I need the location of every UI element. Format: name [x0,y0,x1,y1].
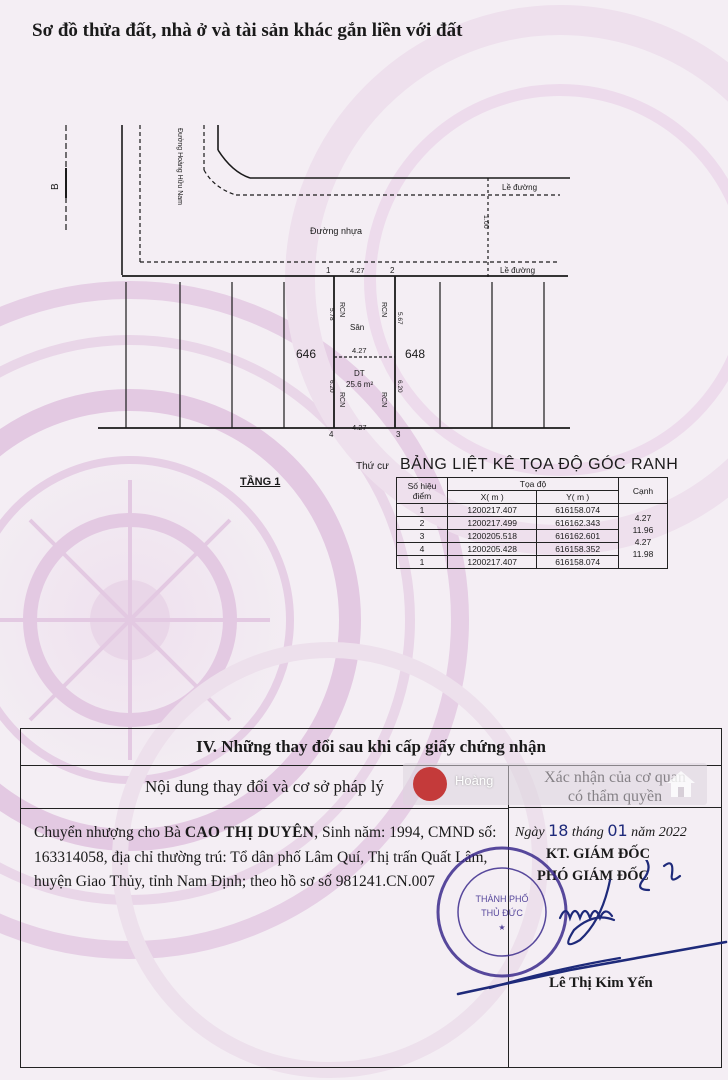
edge-value: 4.27 [634,513,652,523]
point-4-label: 4 [329,430,334,439]
edge-left-lower-length: 6.20 [328,380,335,393]
transfer-text-prefix: Chuyển nhượng cho Bà [34,824,185,841]
edge-value: 4.27 [634,537,652,547]
cell-x: 1200205.428 [448,543,537,556]
edge-left-upper-length: 5.78 [328,308,335,321]
date-prefix: Ngày [515,825,545,840]
date-day: 18 [548,821,569,840]
cell-y: 616158.352 [537,543,619,556]
svg-text:THỦ ĐỨC: THỦ ĐỨC [481,908,523,918]
cell-y: 616158.074 [537,556,619,569]
col-x-header: X( m ) [448,491,537,504]
watermark-logo-icon [665,769,697,799]
cell-x: 1200205.518 [448,530,537,543]
transfer-text-details: , Sinh năm: 1994, CMND số: 163314058, địa chỉ thường trú: Tổ dân phố Lâm Quí, Thị trấn Quất Lâm, huyện Giao Thủy, tỉnh Nam Định; theo hồ sơ số 981241.CN.007 [34,824,497,890]
rcn-label-right-lower: RCN [380,392,387,408]
date-month: 01 [607,821,628,840]
watermark-banner [403,763,707,805]
floor-label: TẦNG 1 [240,476,281,488]
cell-point: 2 [397,517,448,530]
col-y-header: Y( m ) [537,491,619,504]
deputy-director-title: PHÓ GIÁM ĐỐC [537,868,649,884]
cell-point: 1 [397,556,448,569]
area-value: 25.6 m² [346,380,374,389]
coord-table-title: BẢNG LIỆT KÊ TỌA ĐỘ GÓC RANH [400,456,679,473]
director-title: KT. GIÁM ĐỐC [546,846,651,862]
cell-point: 3 [397,530,448,543]
cell-x: 1200217.407 [448,504,537,517]
rcn-label-left-lower: RCN [338,392,345,408]
transferee-name: CAO THỊ DUYÊN [184,824,315,841]
svg-text:THÀNH PHỐ: THÀNH PHỐ [475,894,529,904]
cell-y: 616162.601 [537,530,619,543]
north-label: B [50,183,61,190]
coordinate-table [396,477,668,569]
point-2-label: 2 [390,266,395,275]
point-1-label: 1 [326,266,331,275]
side-street-label: Đường Hoàng Hữu Nam [176,128,183,205]
lot-number-right: 648 [405,347,426,361]
section-heading: IV. Những thay đổi sau khi cấp giấy chứng nhận [21,729,721,766]
signer-name: Lê Thị Kim Yến [549,975,653,991]
col-edge-header: Cạnh [619,478,668,504]
area-label: DT [354,369,365,378]
col-coord-header: Tọa độ [448,478,619,491]
cell-point: 4 [397,543,448,556]
rcn-label-left-upper: RCN [338,302,345,318]
yard-label: Sân [350,323,365,332]
cell-y: 616158.074 [537,504,619,517]
road-name-label: Đường nhựa [310,226,362,236]
date-month-label: tháng [571,825,604,840]
cell-x: 1200217.407 [448,556,537,569]
edge-value: 11.98 [632,549,654,559]
watermark-text: Hoàng [455,773,494,788]
cell-y: 616162.343 [537,517,619,530]
edge-right-upper-length: 5.67 [396,312,403,325]
lot-number-left: 646 [296,347,317,361]
edge-value: 11.96 [632,525,654,535]
confirmation-date [515,821,687,841]
rcn-label-right-upper: RCN [380,302,387,318]
cell-x: 1200217.499 [448,517,537,530]
col-point-header: Số hiệu điểm [397,478,448,504]
edge-mid-length: 4.27 [352,346,367,355]
cell-point: 1 [397,504,448,517]
edge-list-cell [619,504,668,569]
edge-bottom-length: 4.27 [352,423,367,432]
land-plot-diagram [0,100,728,480]
sidewalk-bottom-label: Lề đường [500,266,536,275]
date-year: năm 2022 [631,825,687,840]
handwritten-signature [450,860,728,1010]
edge-right-lower-length: 6.20 [396,380,403,393]
edge-top-length: 4.27 [350,266,365,275]
table-row [397,504,668,517]
content-column-header: Nội dung thay đổi và cơ sở pháp lý [21,766,509,809]
coord-table-prefix: Thứ cư [356,461,389,472]
sidewalk-width: 1.00 [482,215,489,229]
sidewalk-top-label: Lề đường [502,183,538,192]
page-title: Sơ đồ thửa đất, nhà ở và tài sản khác gắn liền với đất [32,20,463,41]
svg-text:★: ★ [498,923,506,932]
watermark-avatar [413,767,447,801]
point-3-label: 3 [396,430,401,439]
